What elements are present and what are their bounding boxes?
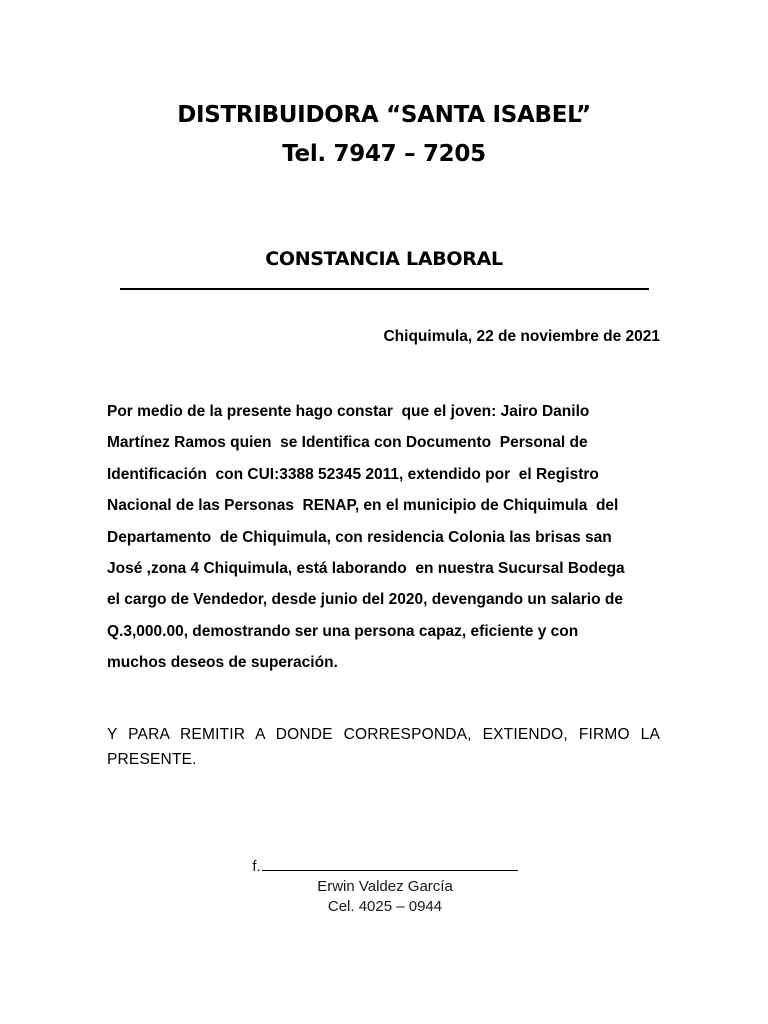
body-line: Identificación con CUI:3388 52345 2011, extendido por el Registro bbox=[107, 465, 599, 483]
date-line: Chiquimula, 22 de noviembre de 2021 bbox=[383, 328, 660, 345]
document-title: CONSTANCIA LABORAL bbox=[265, 248, 503, 270]
company-phone: Tel. 7947 – 7205 bbox=[282, 141, 486, 167]
company-name: DISTRIBUIDORA “SANTA ISABEL” bbox=[177, 102, 591, 128]
body-line: Nacional de las Personas RENAP, en el municipio de Chiquimula del bbox=[107, 497, 619, 515]
signature-prefix: f. bbox=[252, 858, 261, 875]
body-paragraph bbox=[107, 396, 660, 679]
body-line: José ,zona 4 Chiquimula, está laborando en nuestra Sucursal Bodega bbox=[107, 560, 625, 578]
body-line: muchos deseos de superación. bbox=[107, 654, 338, 672]
closing-paragraph: Y PARA REMITIR A DONDE CORRESPONDA, EXTIENDO, FIRMO LA PRESENTE. bbox=[107, 726, 660, 768]
body-line: Martínez Ramos quien se Identifica con Documento Personal de bbox=[107, 434, 588, 452]
body-line: Departamento de Chiquimula, con residencia Colonia las brisas san bbox=[107, 528, 612, 546]
body-line: el cargo de Vendedor, desde junio del 2020, devengando un salario de bbox=[107, 591, 623, 609]
signature-block bbox=[200, 856, 570, 917]
body-line: Por medio de la presente hago constar que el joven: Jairo Danilo bbox=[107, 403, 590, 420]
body-line: Q.3,000.00, demostrando ser una persona capaz, eficiente y con bbox=[107, 622, 579, 640]
signer-name: Erwin Valdez García bbox=[317, 878, 453, 895]
signature-line-row bbox=[252, 856, 517, 877]
signature-line bbox=[262, 856, 518, 871]
signer-phone: Cel. 4025 – 0944 bbox=[327, 898, 443, 915]
title-divider bbox=[120, 288, 649, 290]
